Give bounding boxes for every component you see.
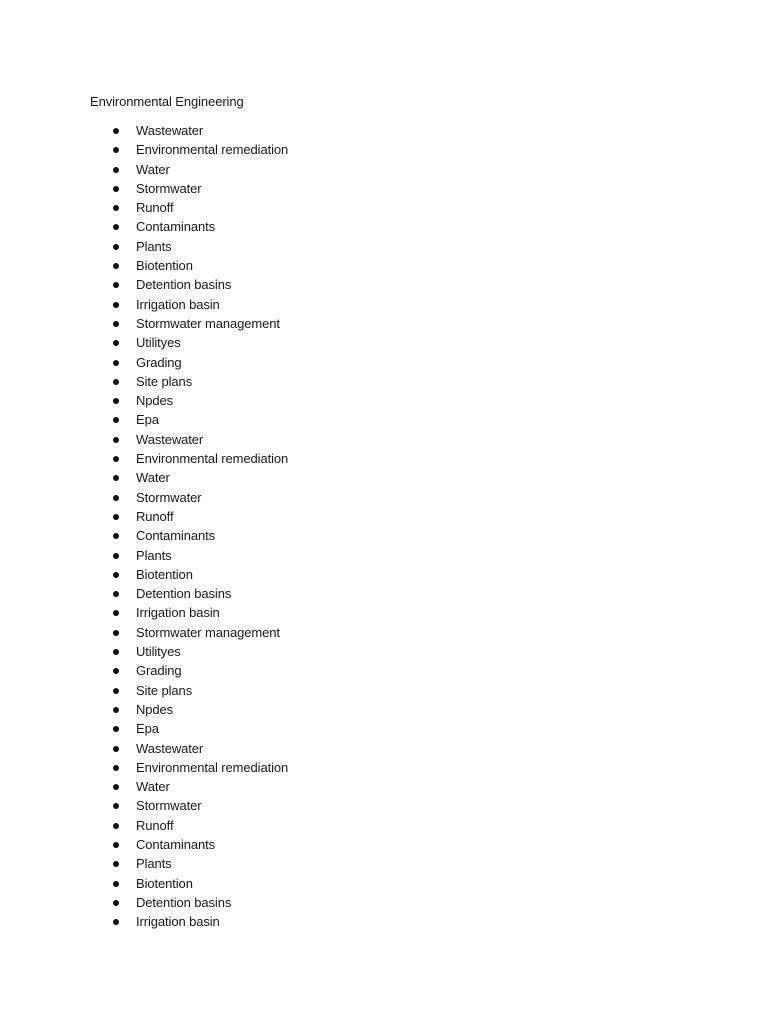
document-title: Environmental Engineering bbox=[90, 94, 244, 109]
list-item-text: Wastewater bbox=[136, 740, 204, 756]
bullet-icon bbox=[113, 514, 119, 520]
bullet-icon bbox=[113, 610, 119, 616]
list-item-text: Grading bbox=[136, 354, 182, 370]
bullet-icon bbox=[113, 456, 119, 462]
bullet-icon bbox=[113, 900, 119, 906]
list-item-text: Stormwater management bbox=[136, 624, 280, 640]
bullet-icon bbox=[113, 321, 119, 327]
bullet-icon bbox=[113, 437, 119, 443]
list-item-text: Detention basins bbox=[136, 894, 232, 910]
bullet-icon bbox=[113, 302, 119, 308]
bullet-icon bbox=[113, 379, 119, 385]
list-item-text: Stormwater management bbox=[136, 315, 280, 331]
list-item-text: Biotention bbox=[136, 566, 193, 582]
bullet-icon bbox=[113, 630, 119, 636]
bullet-icon bbox=[113, 340, 119, 346]
list-item-text: Environmental remediation bbox=[136, 142, 289, 158]
list-item-text: Irrigation basin bbox=[136, 296, 220, 312]
bullet-icon bbox=[113, 765, 119, 771]
list-item-text: Environmental remediation bbox=[136, 451, 289, 467]
list-item-text: Irrigation basin bbox=[136, 914, 220, 930]
bullet-icon bbox=[113, 282, 119, 288]
list-item-text: Runoff bbox=[136, 200, 174, 216]
list-item-text: Plants bbox=[136, 856, 172, 872]
bullet-icon bbox=[113, 572, 119, 578]
bullet-icon bbox=[113, 881, 119, 887]
bullet-icon bbox=[113, 823, 119, 829]
list-item-text: Wastewater bbox=[136, 123, 204, 138]
bullet-icon bbox=[113, 688, 119, 694]
bullet-icon bbox=[113, 263, 119, 269]
list-item-text: Irrigation basin bbox=[136, 605, 220, 621]
bullet-icon bbox=[113, 861, 119, 867]
list-item-text: Npdes bbox=[136, 393, 174, 409]
list-item-text: Epa bbox=[136, 721, 159, 737]
bullet-icon bbox=[113, 919, 119, 925]
bullet-icon bbox=[113, 417, 119, 423]
list-item-text: Biotention bbox=[136, 258, 193, 274]
list-item-text: Site plans bbox=[136, 682, 193, 698]
bullet-icon bbox=[113, 186, 119, 192]
bullet-icon bbox=[113, 784, 119, 790]
bullet-icon bbox=[113, 842, 119, 848]
bullet-icon bbox=[113, 649, 119, 655]
bullet-icon bbox=[113, 360, 119, 366]
list-item-text: Biotention bbox=[136, 875, 193, 891]
list-item-text: Plants bbox=[136, 547, 172, 563]
bullet-icon bbox=[113, 746, 119, 752]
list-item-text: Water bbox=[136, 779, 170, 795]
list-item-text: Runoff bbox=[136, 817, 174, 833]
list-item-text: Water bbox=[136, 470, 170, 486]
bullet-icon bbox=[113, 128, 119, 134]
bullet-icon bbox=[113, 475, 119, 481]
list-item-text: Environmental remediation bbox=[136, 759, 289, 775]
bullet-icon bbox=[113, 398, 119, 404]
bullet-icon bbox=[113, 495, 119, 501]
list-item-text: Grading bbox=[136, 663, 182, 679]
list-item-text: Epa bbox=[136, 412, 159, 428]
list-item-text: Stormwater bbox=[136, 798, 202, 814]
list-item-text: Runoff bbox=[136, 508, 174, 524]
list-item-text: Wastewater bbox=[136, 431, 204, 447]
list-item-text: Npdes bbox=[136, 701, 174, 717]
list-item-text: Detention basins bbox=[136, 277, 232, 293]
list-item-text: Water bbox=[136, 161, 170, 177]
list-item-text: Site plans bbox=[136, 373, 193, 389]
list-item-text: Detention basins bbox=[136, 586, 232, 602]
list-item-text: Contaminants bbox=[136, 528, 216, 544]
bullet-icon bbox=[113, 167, 119, 173]
bullet-icon bbox=[113, 668, 119, 674]
list-item-text: Stormwater bbox=[136, 180, 202, 196]
list-item-text: Utilityes bbox=[136, 644, 181, 660]
list-item-text: Plants bbox=[136, 238, 172, 254]
bullet-icon bbox=[113, 803, 119, 809]
bullet-icon bbox=[113, 205, 119, 211]
bullet-icon bbox=[113, 224, 119, 230]
list-item-text: Utilityes bbox=[136, 335, 181, 351]
bullet-icon bbox=[113, 533, 119, 539]
list-item-text: Contaminants bbox=[136, 836, 216, 852]
bullet-icon bbox=[113, 707, 119, 713]
bullet-icon bbox=[113, 244, 119, 250]
bullet-icon bbox=[113, 726, 119, 732]
list-item-text: Stormwater bbox=[136, 489, 202, 505]
bullet-icon bbox=[113, 591, 119, 597]
bullet-icon bbox=[113, 147, 119, 153]
list-item-text: Contaminants bbox=[136, 219, 216, 235]
bullet-icon bbox=[113, 553, 119, 559]
